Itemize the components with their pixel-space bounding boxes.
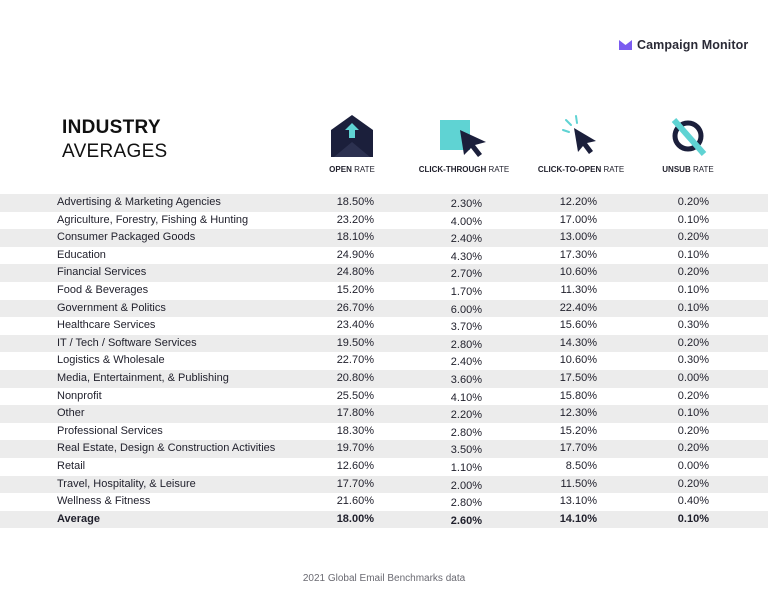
metric-unsub-bold: UNSUB: [662, 165, 691, 174]
table-row: [0, 352, 768, 370]
click-to-open-rate-value: 12.30%: [559, 407, 597, 420]
open-rate-value: 18.50%: [336, 196, 374, 208]
click-through-rate-value: 2.60%: [450, 514, 482, 527]
industry-name: Logistics & Wholesale: [57, 354, 165, 367]
click-through-rate-value: 3.50%: [450, 444, 482, 457]
click-to-open-rate-value: 8.50%: [565, 459, 597, 472]
unsub-rate-value: 0.20%: [677, 389, 709, 402]
unsub-rate-value: 0.30%: [677, 354, 709, 367]
open-rate-value: 20.80%: [336, 371, 374, 384]
click-to-open-rate-value: 15.20%: [559, 424, 597, 437]
click-through-rate-value: 2.30%: [450, 198, 482, 210]
industry-name: Healthcare Services: [57, 319, 156, 332]
metric-unsub-rate: [628, 110, 748, 174]
open-rate-value: 17.70%: [336, 477, 374, 490]
open-rate-value: 12.60%: [336, 459, 374, 472]
unsub-rate-value: 0.20%: [677, 266, 709, 279]
metric-unsub-rest: RATE: [690, 165, 714, 174]
industry-name: Retail: [57, 459, 86, 472]
table-row: [0, 423, 768, 441]
table-row: [0, 370, 768, 388]
table-row: [0, 476, 768, 494]
click-through-rate-value: 2.80%: [450, 426, 482, 439]
table-row: [0, 493, 768, 511]
click-to-open-rate-value: 17.30%: [559, 248, 597, 261]
unsub-rate-value: 0.20%: [677, 336, 709, 349]
industry-name: Government & Politics: [57, 301, 166, 314]
click-to-open-rate-value: 15.60%: [559, 319, 597, 332]
open-rate-value: 24.80%: [336, 266, 374, 279]
click-through-rate-value: 4.30%: [450, 250, 482, 263]
open-rate-value: 15.20%: [336, 283, 374, 296]
industry-name: IT / Tech / Software Services: [57, 336, 197, 349]
open-rate-value: 21.60%: [336, 495, 374, 508]
unsub-rate-value: 0.10%: [677, 213, 709, 226]
metric-open-bold: OPEN: [329, 165, 352, 174]
industry-name: Wellness & Fitness: [57, 495, 151, 508]
click-to-open-rate-value: 11.50%: [560, 477, 597, 490]
campaign-monitor-logo-icon: [619, 40, 632, 50]
table-row: [0, 194, 768, 212]
click-to-open-rate-value: 13.10%: [559, 495, 597, 508]
unsub-rate-value: 0.10%: [677, 283, 709, 296]
industry-name: Agriculture, Forestry, Fishing & Hunting: [57, 213, 249, 226]
click-through-rate-value: 2.70%: [450, 268, 482, 281]
open-rate-value: 18.00%: [336, 512, 374, 525]
click-through-rate-value: 1.70%: [450, 285, 482, 298]
industry-name: Consumer Packaged Goods: [57, 231, 196, 244]
click-through-rate-value: 6.00%: [450, 303, 482, 316]
cursor-click-icon: [404, 110, 524, 158]
table-row: [0, 247, 768, 265]
click-through-rate-value: 4.10%: [450, 391, 482, 404]
click-to-open-rate-value: 12.20%: [559, 196, 597, 208]
click-to-open-rate-value: 14.10%: [559, 512, 597, 525]
click-to-open-rate-value: 11.30%: [560, 283, 597, 296]
open-rate-value: 17.80%: [336, 407, 374, 420]
industry-name: Real Estate, Design & Construction Activities: [57, 442, 276, 455]
unsub-rate-value: 0.20%: [677, 231, 709, 244]
table-row: [0, 317, 768, 335]
metric-open-rate: [292, 110, 412, 174]
metric-ctr-bold: CLICK-THROUGH: [418, 165, 487, 174]
open-rate-value: 22.70%: [336, 354, 374, 367]
open-rate-value: 18.10%: [336, 231, 374, 244]
metric-click-through-rate: [404, 110, 524, 174]
table-row: [0, 229, 768, 247]
table-row: [0, 458, 768, 476]
envelope-icon: [292, 110, 412, 158]
industry-name: Other: [57, 407, 85, 420]
table-row: [0, 405, 768, 423]
industry-name: Travel, Hospitality, & Leisure: [57, 477, 196, 490]
click-through-rate-value: 4.00%: [450, 215, 482, 228]
unsub-rate-value: 0.20%: [677, 196, 709, 208]
open-rate-value: 18.30%: [336, 424, 374, 437]
industry-name: Financial Services: [57, 266, 147, 279]
click-through-rate-value: 2.80%: [450, 338, 482, 351]
click-through-rate-value: 3.70%: [450, 321, 482, 334]
open-rate-value: 19.50%: [336, 336, 374, 349]
table-row: [0, 388, 768, 406]
metric-cto-bold: CLICK-TO-OPEN: [537, 165, 602, 174]
industry-name: Media, Entertainment, & Publishing: [57, 371, 229, 384]
table-row: [0, 440, 768, 458]
metric-open-rest: RATE: [351, 165, 375, 174]
click-to-open-rate-value: 17.50%: [559, 371, 597, 384]
footer-source: 2021 Global Email Benchmarks data: [302, 573, 466, 584]
unsub-rate-value: 0.20%: [677, 477, 709, 490]
title-line-2: AVERAGES: [62, 141, 168, 162]
open-rate-value: 23.20%: [336, 213, 374, 226]
brand-logo: [619, 38, 748, 52]
click-through-rate-value: 2.00%: [450, 479, 482, 492]
open-rate-value: 26.70%: [336, 301, 374, 314]
unsub-rate-value: 0.20%: [677, 424, 709, 437]
unsub-rate-value: 0.20%: [677, 442, 709, 455]
table-row: [0, 335, 768, 353]
industry-name: Average: [57, 512, 101, 525]
open-rate-value: 23.40%: [336, 319, 374, 332]
unsub-rate-value: 0.10%: [677, 407, 709, 420]
unsubscribe-icon: [628, 110, 748, 158]
open-rate-value: 24.90%: [336, 248, 374, 261]
unsub-rate-value: 0.00%: [677, 459, 709, 472]
click-to-open-rate-value: 10.60%: [559, 354, 597, 367]
unsub-rate-value: 0.10%: [677, 512, 709, 525]
industry-name: Nonprofit: [57, 389, 102, 402]
click-through-rate-value: 3.60%: [450, 373, 482, 386]
click-through-rate-value: 2.80%: [450, 497, 482, 510]
brand-name: Campaign Monitor: [637, 38, 749, 52]
unsub-rate-value: 0.10%: [677, 301, 709, 314]
table-row-average: [0, 511, 768, 529]
metric-ctr-rest: RATE: [486, 165, 510, 174]
click-through-rate-value: 2.40%: [450, 233, 482, 246]
title-line-1: INDUSTRY: [62, 117, 161, 138]
industry-name: Advertising & Marketing Agencies: [57, 196, 221, 208]
click-to-open-rate-value: 17.00%: [559, 213, 597, 226]
metric-click-to-open-rate: [521, 110, 641, 174]
click-to-open-rate-value: 10.60%: [559, 266, 597, 279]
table-row: [0, 282, 768, 300]
click-through-rate-value: 1.10%: [450, 461, 482, 474]
unsub-rate-value: 0.30%: [677, 319, 709, 332]
click-to-open-rate-value: 17.70%: [559, 442, 597, 455]
industry-name: Food & Beverages: [57, 283, 149, 296]
unsub-rate-value: 0.40%: [677, 495, 709, 508]
table-row: [0, 300, 768, 318]
table-row: [0, 212, 768, 230]
open-rate-value: 25.50%: [336, 389, 374, 402]
unsub-rate-value: 0.00%: [677, 371, 709, 384]
table-row: [0, 264, 768, 282]
click-to-open-rate-value: 22.40%: [559, 301, 597, 314]
click-through-rate-value: 2.20%: [450, 409, 482, 422]
click-to-open-rate-value: 14.30%: [559, 336, 597, 349]
metric-cto-rest: RATE: [601, 165, 625, 174]
page-title: [62, 116, 168, 164]
click-to-open-rate-value: 13.00%: [559, 231, 597, 244]
industry-name: Education: [57, 248, 106, 261]
unsub-rate-value: 0.10%: [677, 248, 709, 261]
click-to-open-rate-value: 15.80%: [559, 389, 597, 402]
click-through-rate-value: 2.40%: [450, 356, 482, 369]
benchmark-table: [0, 194, 768, 528]
cursor-icon: [521, 110, 641, 158]
open-rate-value: 19.70%: [336, 442, 374, 455]
industry-name: Professional Services: [57, 424, 163, 437]
